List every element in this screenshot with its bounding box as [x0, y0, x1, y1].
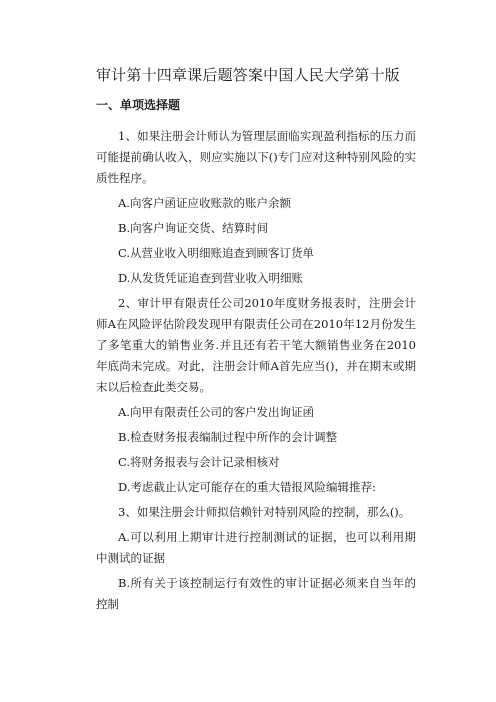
question-2	[96, 293, 416, 498]
option-b: B.所有关于该控制运行有效性的审计证据必须来自当年的控制	[96, 576, 416, 611]
question-stem: 2、审计甲有限责任公司2010年度财务报表时，注册会计师A在风险评估阶段发现甲有限责任公司在2010年12月份发生了多笔重大的销售业务.并且还有若干笔大额销售业务在2010年底尚未完成。对此，注册会计师A首先应当()，并在期末或期末以后检查此类交易。	[96, 296, 416, 394]
option-a: A.向甲有限责任公司的客户发出询证函	[118, 405, 314, 419]
option-d: D.从发货凭证追查到营业收入明细账	[118, 271, 303, 285]
option-d: D.考虑截止认定可能存在的重大错报风险编辑推荐:	[118, 480, 376, 494]
document-body	[96, 126, 416, 619]
question-stem: 3、如果注册会计师拟信赖针对特别风险的控制，那么()。	[118, 505, 411, 519]
question-1	[96, 126, 416, 289]
question-3	[96, 502, 416, 615]
option-a: A.可以利用上期审计进行控制测试的证据，也可以利用期中测试的证据	[96, 530, 416, 565]
option-c: C.从营业收入明细账追查到顾客订货单	[118, 246, 315, 260]
section-heading: 一、单项选择题	[96, 98, 181, 112]
option-c: C.将财务报表与会计记录相核对	[118, 455, 280, 469]
option-a: A.向客户函证应收账款的账户余额	[118, 196, 291, 210]
question-stem: 1、如果注册会计师认为管理层面临实现盈利指标的压力而可能提前确认收入，则应实施以下()专门应对这种特别风险的实质性程序。	[96, 129, 416, 185]
option-b: B.向客户询证交货、结算时间	[118, 221, 269, 235]
document-title: 审计第十四章课后题答案中国人民大学第十版	[95, 66, 400, 84]
option-b: B.检查财务报表编制过程中所作的会计调整	[118, 430, 338, 444]
